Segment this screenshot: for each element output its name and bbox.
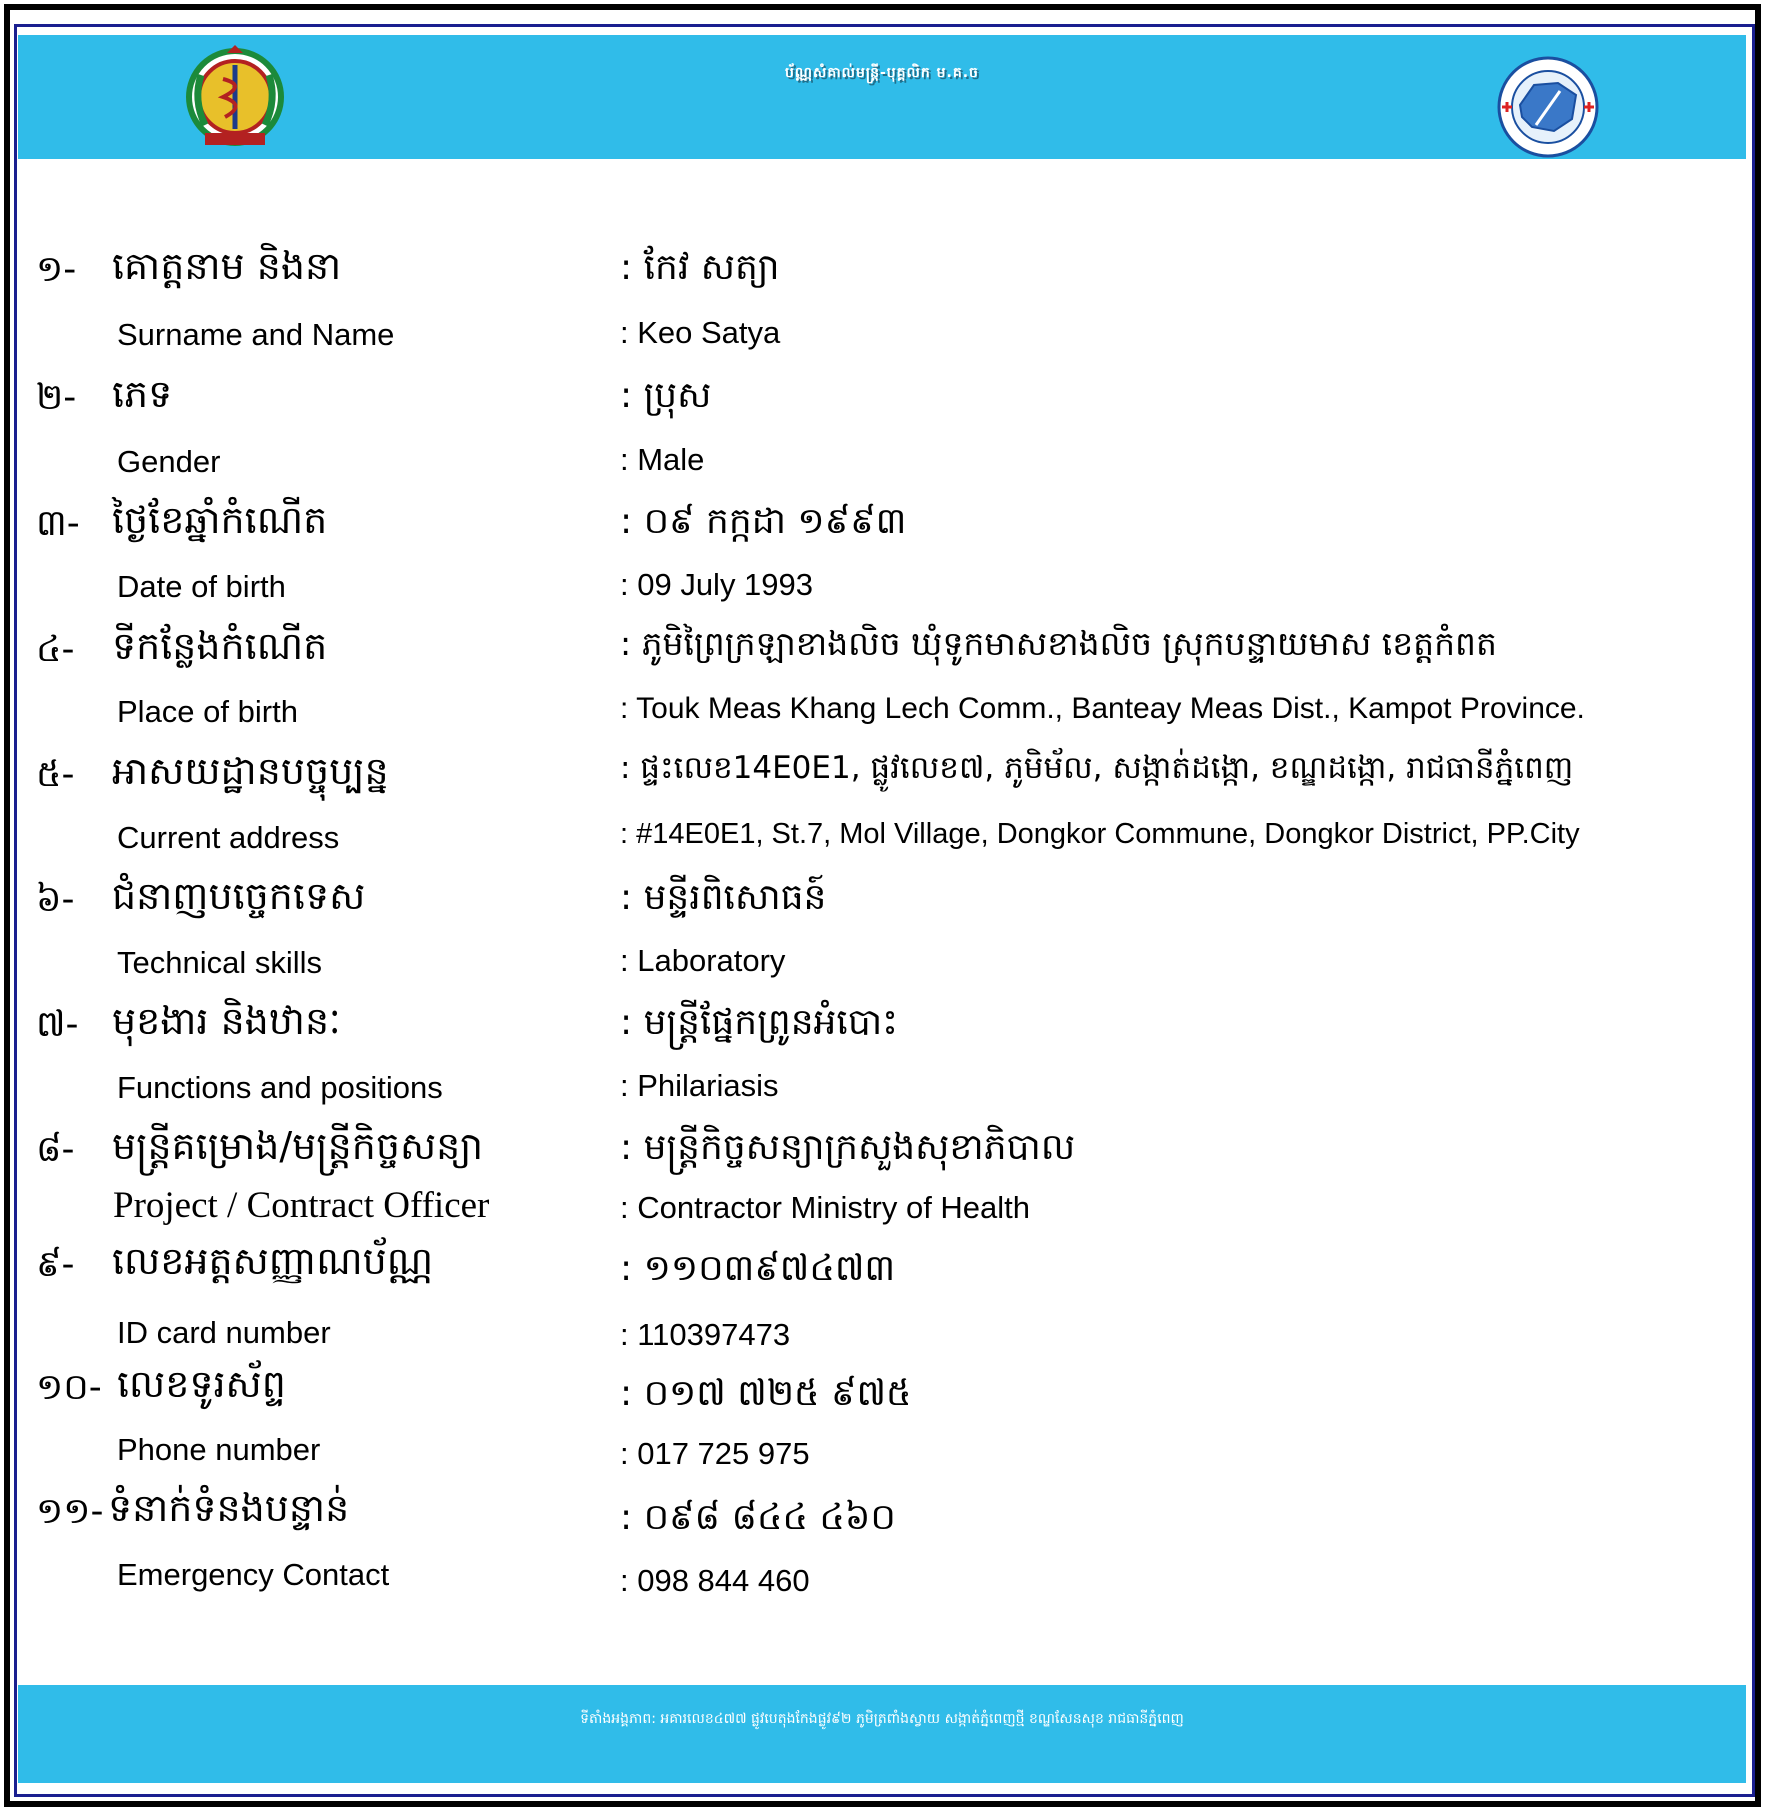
field-row-address-en	[0, 808, 1771, 868]
label-en-phone: Phone number	[117, 1432, 321, 1467]
field-row-emergency-en	[0, 1545, 1771, 1605]
field-number: ១០-	[36, 1367, 102, 1408]
field-row-name-kh	[0, 240, 1771, 300]
cnm-center-logo	[1496, 55, 1600, 159]
field-number: ៣-	[36, 503, 80, 544]
value-kh-phone: : ០១៧ ៧២៥ ៩៧៥	[620, 1373, 912, 1414]
field-number: ៤-	[36, 629, 75, 670]
field-row-id-en	[0, 1303, 1771, 1363]
header-banner	[18, 35, 1746, 159]
ministry-emblem-logo	[183, 45, 288, 155]
label-kh-surname: គោត្តនាម និងនា	[112, 244, 342, 288]
label-en-pob: Place of birth	[117, 694, 298, 729]
card-title: ប័ណ្ណសំគាល់មន្ត្រី-បុគ្គលិក ម.គ.ច	[785, 65, 979, 81]
value-en-gender: : Male	[620, 442, 705, 477]
label-kh-officer: មន្ត្រីគម្រោង/មន្ត្រីកិច្ចសន្យា	[112, 1124, 484, 1168]
label-kh-function: មុខងារ និងឋានៈ	[112, 999, 341, 1043]
field-number: ១-	[36, 249, 77, 290]
field-number: ៥-	[36, 754, 75, 795]
label-en-emergency: Emergency Contact	[117, 1557, 390, 1592]
field-row-id-kh	[0, 1235, 1771, 1295]
field-number: ៦-	[36, 879, 75, 920]
label-en-skills: Technical skills	[117, 945, 323, 980]
value-kh-surname: : កែវ សត្យា	[620, 247, 780, 288]
label-kh-emergency: ទំនាក់ទំនងបន្ទាន់	[108, 1486, 350, 1530]
field-row-pob-en	[0, 682, 1771, 742]
field-row-gender-en	[0, 432, 1771, 492]
field-number: ១១-	[36, 1491, 104, 1532]
label-kh-phone: លេខទូរស័ព្ទ	[117, 1362, 286, 1406]
label-en-gender: Gender	[117, 444, 221, 479]
value-kh-officer: : មន្ត្រីកិច្ចសន្យាក្រសួងសុខាភិបាល	[620, 1127, 1076, 1168]
field-row-function-kh	[0, 995, 1771, 1055]
label-kh-pob: ទីកន្លែងកំណើត	[112, 624, 328, 668]
value-kh-function: : មន្ត្រីផ្នែកព្រូនអំបោះ	[620, 1002, 898, 1043]
value-en-phone: : 017 725 975	[620, 1436, 810, 1471]
value-kh-address: : ផ្ទះលេខ14E0E1, ផ្លូវលេខ៧, ភូមិម័ល, សង្កាត់ដង្កោ, ខណ្ឌដង្កោ, រាជធានីភ្នំពេញ	[620, 750, 1574, 786]
value-kh-emergency: : ០៩៨ ៨៤៤ ៤៦០	[620, 1497, 896, 1538]
field-row-phone-en	[0, 1420, 1771, 1480]
value-en-address: : #14E0E1, St.7, Mol Village, Dongkor Commune, Dongkor District, PP.City	[620, 818, 1580, 850]
value-en-officer: : Contractor Ministry of Health	[620, 1190, 1031, 1225]
field-row-dob-kh	[0, 494, 1771, 554]
value-kh-dob: : ០៩ កក្កដា ១៩៩៣	[620, 501, 907, 542]
value-en-function: : Philariasis	[620, 1068, 779, 1103]
label-kh-address: អាសយដ្ឋានបច្ចុប្បន្ន	[112, 749, 389, 793]
field-row-dob-en	[0, 557, 1771, 617]
field-row-emergency-kh	[0, 1482, 1771, 1542]
office-address: ទីតាំងអង្គភាព: អគារលេខ៤៧៧ ផ្លូវបេតុងកែងផ្លូវ៩២ ភូមិត្រពាំងស្វាយ សង្កាត់ភ្នំពេញថ្មី ខណ្ឌសែនសុខ រាជធានីភ្នំពេញ	[580, 1711, 1184, 1727]
field-number: ៩-	[36, 1244, 75, 1285]
label-en-address: Current address	[117, 820, 340, 855]
field-number: ៨-	[36, 1129, 75, 1170]
field-row-officer-kh	[0, 1120, 1771, 1180]
field-row-pob-kh	[0, 620, 1771, 680]
field-row-officer-en	[0, 1180, 1771, 1240]
footer-banner	[18, 1685, 1746, 1783]
label-en-function: Functions and positions	[117, 1070, 443, 1105]
value-kh-gender: : ប្រុស	[620, 375, 712, 416]
value-kh-skills: : មន្ទីរពិសោធន៍	[620, 877, 827, 918]
value-kh-pob: : ភូមិព្រៃក្រឡាខាងលិច ឃុំទូកមាសខាងលិច ស្រុកបន្ទាយមាស ខេត្តកំពត	[620, 624, 1497, 663]
field-row-skills-en	[0, 933, 1771, 993]
label-en-id: ID card number	[117, 1315, 331, 1350]
value-en-id: : 110397473	[620, 1317, 791, 1352]
field-number: ២-	[36, 377, 77, 418]
field-number: ៧-	[36, 1004, 79, 1045]
field-row-skills-kh	[0, 870, 1771, 930]
field-row-function-en	[0, 1058, 1771, 1118]
label-kh-skills: ជំនាញបច្ចេកទេស	[112, 874, 366, 918]
value-en-surname: : Keo Satya	[620, 315, 781, 350]
value-en-skills: : Laboratory	[620, 943, 786, 978]
value-en-pob: : Touk Meas Khang Lech Comm., Banteay Meas Dist., Kampot Province.	[620, 692, 1585, 725]
label-kh-gender: ភេទ	[112, 372, 173, 416]
field-row-name-en	[0, 305, 1771, 365]
label-en-dob: Date of birth	[117, 569, 286, 604]
label-kh-dob: ថ្ងៃខែឆ្នាំកំណើត	[112, 498, 328, 542]
field-row-phone-kh	[0, 1358, 1771, 1418]
field-row-gender-kh	[0, 368, 1771, 428]
value-en-emergency: : 098 844 460	[620, 1563, 810, 1598]
label-kh-id: លេខអត្តសញ្ញាណប័ណ្ណ	[112, 1239, 434, 1283]
value-en-dob: : 09 July 1993	[620, 567, 814, 602]
value-kh-id: : ១១០៣៩៧៤៧៣	[620, 1248, 896, 1289]
label-en-surname: Surname and Name	[117, 317, 395, 352]
label-en-officer: Project / Contract Officer	[113, 1185, 490, 1226]
field-row-address-kh	[0, 745, 1771, 805]
